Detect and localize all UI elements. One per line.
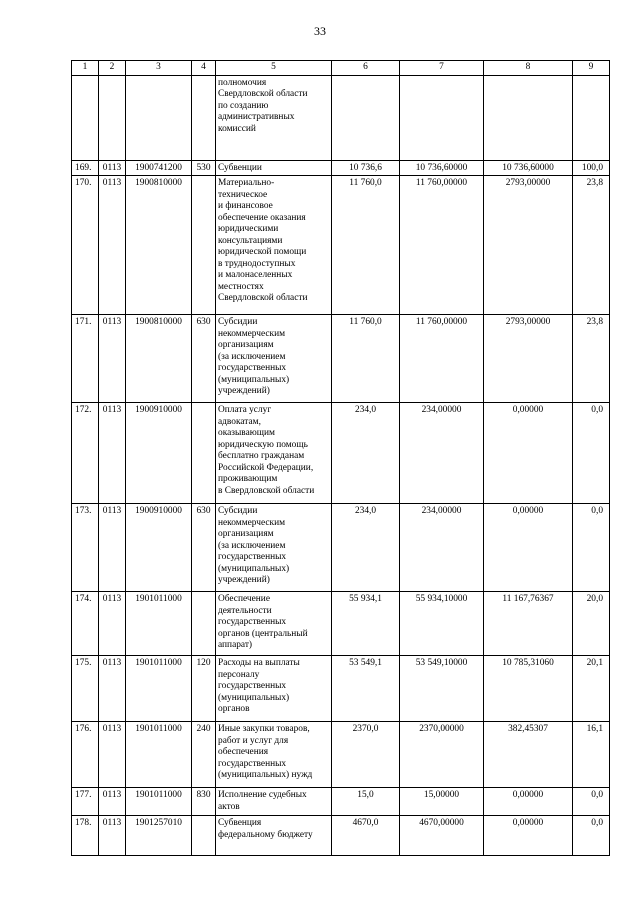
- approved-amount: 15,00000: [400, 788, 484, 816]
- target-article-code: 1901257010: [126, 816, 192, 856]
- item-name: Исполнение судебных актов: [216, 788, 332, 816]
- expense-type-code: [192, 176, 216, 315]
- table-row: [72, 315, 610, 403]
- planned-amount: [332, 75, 400, 160]
- planned-amount: 11 760,0: [332, 315, 400, 403]
- target-article-code: 1900910000: [126, 504, 192, 592]
- table-row: [72, 403, 610, 504]
- row-number: 172.: [72, 403, 99, 504]
- executed-amount: 10 736,60000: [484, 160, 573, 176]
- item-name: Оплата услуг адвокатам, оказывающим юридическую помощь бесплатно гражданам Российской Федерации, проживающим в Свердловской области: [216, 403, 332, 504]
- item-name: Субвенции: [216, 160, 332, 176]
- section-code: [99, 75, 126, 160]
- item-name: Обеспечение деятельности государственных органов (центральный аппарат): [216, 592, 332, 656]
- expense-type-code: 530: [192, 160, 216, 176]
- expense-type-code: [192, 816, 216, 856]
- item-name: Субвенция федеральному бюджету: [216, 816, 332, 856]
- table-row: [72, 504, 610, 592]
- section-code: 0113: [99, 315, 126, 403]
- approved-amount: 2370,00000: [400, 722, 484, 788]
- target-article-code: 1900741200: [126, 160, 192, 176]
- row-number: 178.: [72, 816, 99, 856]
- header-col-8: 8: [484, 61, 573, 76]
- section-code: 0113: [99, 788, 126, 816]
- planned-amount: 4670,0: [332, 816, 400, 856]
- section-code: 0113: [99, 160, 126, 176]
- header-col-4: 4: [192, 61, 216, 76]
- executed-amount: 0,00000: [484, 788, 573, 816]
- executed-amount: [484, 75, 573, 160]
- header-col-9: 9: [573, 61, 610, 76]
- planned-amount: 11 760,0: [332, 176, 400, 315]
- item-name: Иные закупки товаров, работ и услуг для обеспечения государственных (муниципальных) нужд: [216, 722, 332, 788]
- table-body: [72, 75, 610, 856]
- header-col-5: 5: [216, 61, 332, 76]
- section-code: 0113: [99, 504, 126, 592]
- planned-amount: 15,0: [332, 788, 400, 816]
- section-code: 0113: [99, 816, 126, 856]
- target-article-code: 1900810000: [126, 315, 192, 403]
- row-number: 169.: [72, 160, 99, 176]
- header-row: [72, 61, 610, 76]
- target-article-code: 1900910000: [126, 403, 192, 504]
- target-article-code: 1901011000: [126, 722, 192, 788]
- header-col-6: 6: [332, 61, 400, 76]
- row-number: 174.: [72, 592, 99, 656]
- row-number: 176.: [72, 722, 99, 788]
- expense-type-code: 630: [192, 315, 216, 403]
- target-article-code: 1901011000: [126, 788, 192, 816]
- planned-amount: 53 549,1: [332, 656, 400, 722]
- table-row: [72, 656, 610, 722]
- table-row: [72, 788, 610, 816]
- executed-amount: 2793,00000: [484, 176, 573, 315]
- planned-amount: 10 736,6: [332, 160, 400, 176]
- page-number: 33: [314, 24, 326, 38]
- section-code: 0113: [99, 592, 126, 656]
- header-col-1: 1: [72, 61, 99, 76]
- planned-amount: 234,0: [332, 403, 400, 504]
- expense-type-code: 120: [192, 656, 216, 722]
- item-name: Субсидии некоммерческим организациям (за исключением государственных (муниципальных) учреждений): [216, 315, 332, 403]
- execution-percent: 0,0: [573, 816, 610, 856]
- executed-amount: 0,00000: [484, 504, 573, 592]
- approved-amount: 11 760,00000: [400, 176, 484, 315]
- item-name: Материально- техническое и финансовое обеспечение оказания юридическими консультациями юридической помощи в труднодоступных и малонаселенных местностях Свердловской области: [216, 176, 332, 315]
- approved-amount: 10 736,60000: [400, 160, 484, 176]
- target-article-code: 1900810000: [126, 176, 192, 315]
- expense-type-code: [192, 403, 216, 504]
- approved-amount: 11 760,00000: [400, 315, 484, 403]
- approved-amount: 4670,00000: [400, 816, 484, 856]
- table-row: [72, 722, 610, 788]
- executed-amount: 382,45307: [484, 722, 573, 788]
- table-row: [72, 176, 610, 315]
- execution-percent: 20,1: [573, 656, 610, 722]
- approved-amount: 55 934,10000: [400, 592, 484, 656]
- expense-type-code: 630: [192, 504, 216, 592]
- expense-type-code: [192, 592, 216, 656]
- header-col-7: 7: [400, 61, 484, 76]
- table-row: [72, 816, 610, 856]
- row-number: 170.: [72, 176, 99, 315]
- row-number: 173.: [72, 504, 99, 592]
- section-code: 0113: [99, 176, 126, 315]
- planned-amount: 2370,0: [332, 722, 400, 788]
- execution-percent: 20,0: [573, 592, 610, 656]
- target-article-code: 1901011000: [126, 656, 192, 722]
- executed-amount: 10 785,31060: [484, 656, 573, 722]
- row-number: 177.: [72, 788, 99, 816]
- executed-amount: 0,00000: [484, 403, 573, 504]
- table-row: [72, 592, 610, 656]
- execution-percent: 23,8: [573, 176, 610, 315]
- expense-type-code: [192, 75, 216, 160]
- approved-amount: [400, 75, 484, 160]
- executed-amount: 2793,00000: [484, 315, 573, 403]
- approved-amount: 53 549,10000: [400, 656, 484, 722]
- item-name: Расходы на выплаты персоналу государственных (муниципальных) органов: [216, 656, 332, 722]
- approved-amount: 234,00000: [400, 403, 484, 504]
- section-code: 0113: [99, 722, 126, 788]
- budget-table: [71, 60, 610, 856]
- execution-percent: 23,8: [573, 315, 610, 403]
- section-code: 0113: [99, 656, 126, 722]
- row-number: 175.: [72, 656, 99, 722]
- item-name: Субсидии некоммерческим организациям (за исключением государственных (муниципальных) учреждений): [216, 504, 332, 592]
- executed-amount: 11 167,76367: [484, 592, 573, 656]
- execution-percent: 0,0: [573, 504, 610, 592]
- execution-percent: 16,1: [573, 722, 610, 788]
- row-number: 171.: [72, 315, 99, 403]
- planned-amount: 234,0: [332, 504, 400, 592]
- execution-percent: 0,0: [573, 403, 610, 504]
- executed-amount: 0,00000: [484, 816, 573, 856]
- planned-amount: 55 934,1: [332, 592, 400, 656]
- row-number: [72, 75, 99, 160]
- header-col-3: 3: [126, 61, 192, 76]
- approved-amount: 234,00000: [400, 504, 484, 592]
- table-header: [72, 61, 610, 76]
- expense-type-code: 830: [192, 788, 216, 816]
- target-article-code: 1901011000: [126, 592, 192, 656]
- section-code: 0113: [99, 403, 126, 504]
- table-row: [72, 75, 610, 160]
- execution-percent: 0,0: [573, 788, 610, 816]
- expense-type-code: 240: [192, 722, 216, 788]
- header-col-2: 2: [99, 61, 126, 76]
- item-name: полномочия Свердловской области по созданию административных комиссий: [216, 75, 332, 160]
- execution-percent: 100,0: [573, 160, 610, 176]
- target-article-code: [126, 75, 192, 160]
- table-row: [72, 160, 610, 176]
- execution-percent: [573, 75, 610, 160]
